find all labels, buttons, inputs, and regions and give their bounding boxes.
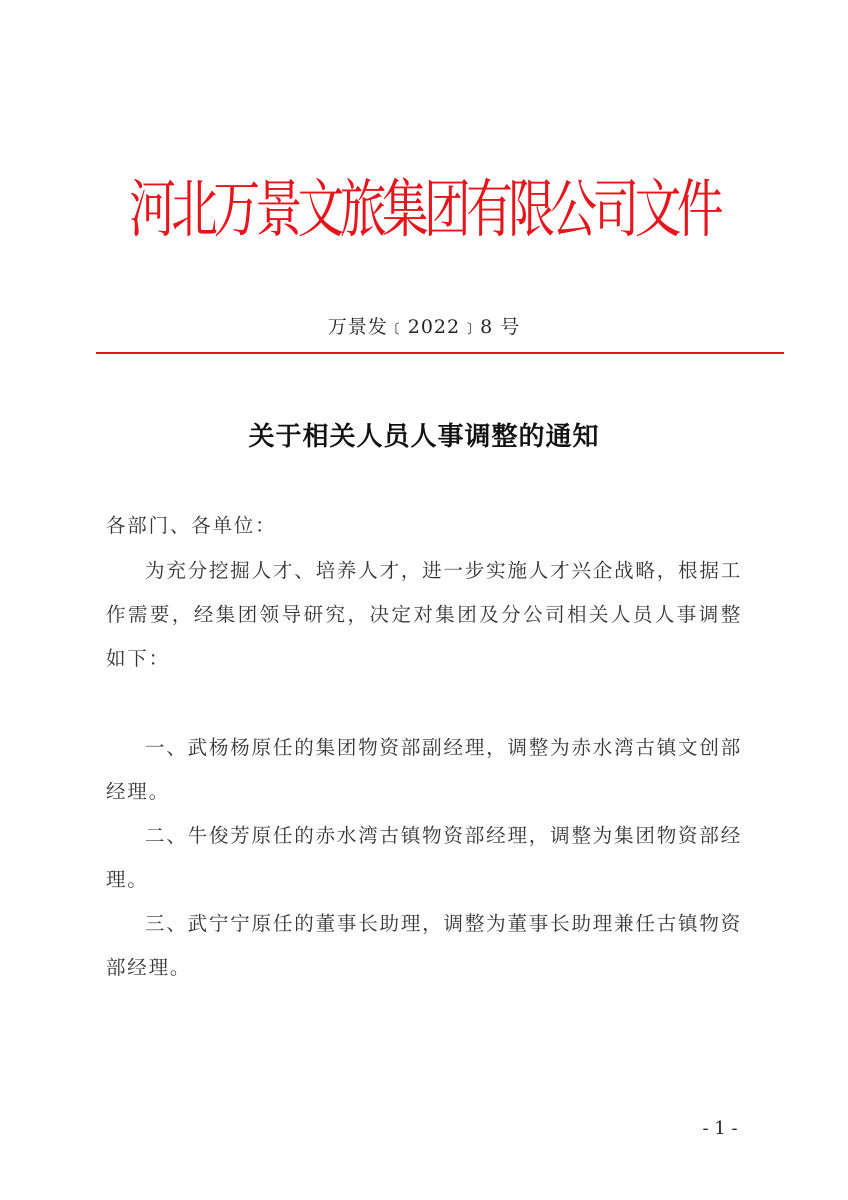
adjustment-item-1: 一、武杨杨原任的集团物资部副经理，调整为赤水湾古镇文创部经理。 [106,736,742,803]
adjustment-item-3: 三、武宁宁原任的董事长助理，调整为董事长助理兼任古镇物资部经理。 [106,912,742,979]
salutation: 各部门、各单位： [106,514,277,537]
notice-title: 关于相关人员人事调整的通知 [248,422,600,452]
red-divider-line [96,352,784,354]
page-number: - 1 - [702,1118,738,1139]
red-masthead-title: 河北万景文旅集团有限公司文件 [129,173,719,247]
intro-paragraph: 为充分挖掘人才、培养人才，进一步实施人才兴企战略，根据工作需要，经集团领导研究，决定对集团及分公司相关人员人事调整如下： [106,559,742,670]
adjustment-item-2: 二、牛俊芳原任的赤水湾古镇物资部经理，调整为集团物资部经理。 [106,824,742,891]
document-number: 万景发﹝2022﹞8 号 [327,316,521,338]
